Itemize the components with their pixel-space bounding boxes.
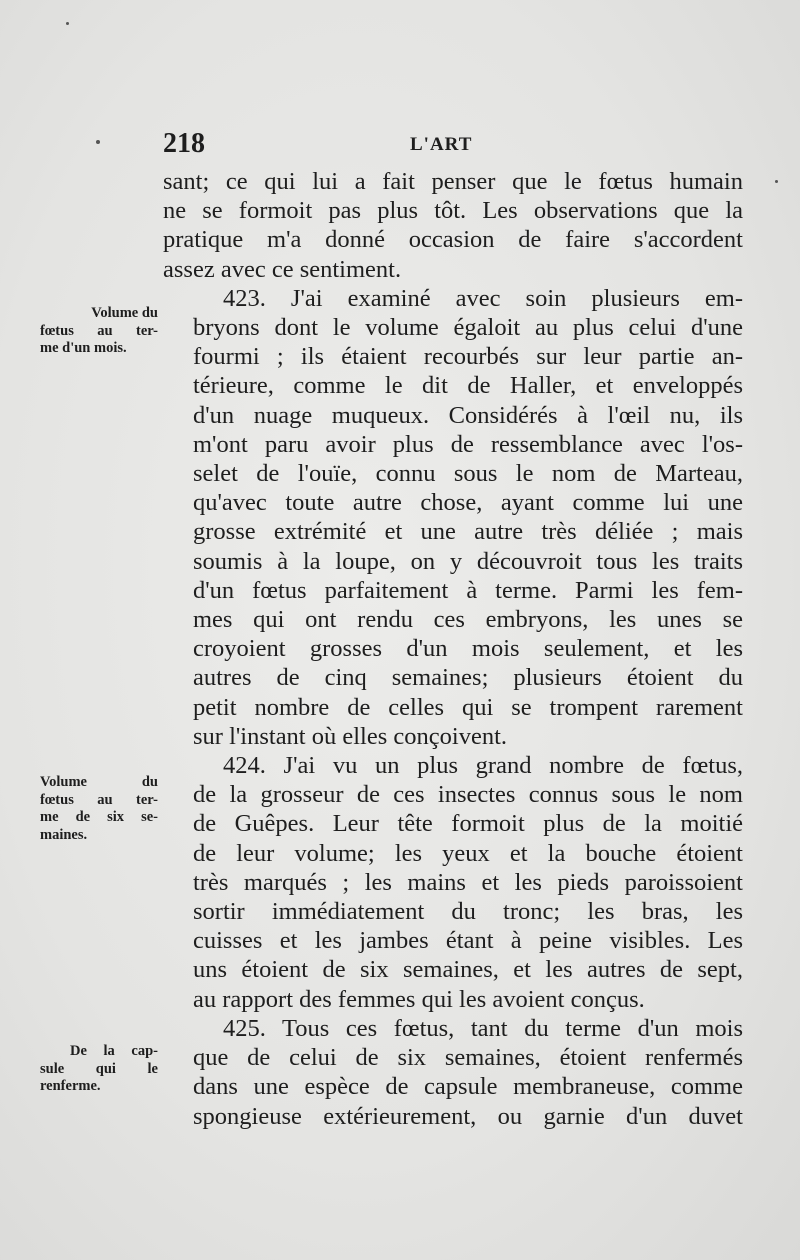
margin-note-fetus-one-month [40,305,158,358]
margin-note-fetus-six-weeks [40,774,158,844]
text-line: dans une espèce de capsule membraneuse, comme [193,1073,743,1101]
margin-note-line: renferme. [40,1078,101,1094]
paragraph-number: 425. [223,1014,266,1042]
text-line: croyoient grosses d'un mois seulement, et les [193,635,743,663]
margin-note-line: maines. [40,826,88,843]
text-line: sant; ce qui lui a fait penser que le fœtus humain [163,168,743,195]
text-line: pratique m'a donné occasion de faire s'accordent [163,226,743,254]
paragraph-423 [163,284,743,751]
margin-note-line: me de six se- [40,809,158,825]
text-line: sortir immédiatement du tronc; les bras, les [193,898,743,926]
text-line: cuisses et les jambes étant à peine visibles. Les [193,927,743,955]
text-line: uns étoient de six semaines, et les autres de sept, [193,956,743,984]
paper-speck [66,22,69,25]
text-line: au rapport des femmes qui les avoient conçus. [193,985,645,1013]
paper-speck [775,180,778,183]
text-line: grosse extrémité et une autre très déliée ; mais [193,518,743,546]
paragraph-continuation [163,167,743,284]
text-line: très marqués ; les mains et les pieds paroissoient [193,868,743,896]
margin-note-line: Volume du [91,305,158,321]
margin-note-capsule [40,1043,158,1096]
text-line: qu'avec toute autre chose, ayant comme lui une [193,489,743,517]
text-line: soumis à la loupe, on y découvroit tous les traits [193,547,743,575]
text-line: d'un nuage muqueux. Considérés à l'œil nu, ils [193,401,743,429]
text-line: ne se formoit pas plus tôt. Les observations que la [163,197,743,225]
text-line: fourmi ; ils étaient recourbés sur leur partie an- [193,343,743,371]
text-line: assez avec ce sentiment. [163,255,402,283]
running-head [163,128,573,168]
text-line-first [163,751,743,780]
margin-note-line: me d'un mois. [40,340,127,356]
text-line: de la grosseur de ces insectes connus sous le nom [193,781,743,809]
text-segment: Tous ces fœtus, tant du terme d'un mois [282,1014,743,1042]
margin-note-line: sule qui le [40,1060,158,1077]
paragraph-424 [163,751,743,1014]
text-line: de Guêpes. Leur tête formoit plus de la moitié [193,810,743,838]
text-line: petit nombre de celles qui se trompent rarement [193,693,743,721]
text-line-first [163,1014,743,1043]
text-line: selet de l'ouïe, connu sous le nom de Marteau, [193,460,743,488]
text-line: térieure, comme le dit de Haller, et enveloppés [193,372,743,400]
text-line: spongieuse extérieurement, ou garnie d'un duvet [193,1102,743,1130]
text-line: que de celui de six semaines, étoient renfermés [193,1044,743,1072]
text-line: m'ont paru avoir plus de ressemblance avec l'os- [193,430,743,458]
running-title: L'ART [410,134,473,155]
margin-note-line: Volume du [40,774,158,790]
text-line: bryons dont le volume égaloit au plus celui d'une [193,314,743,342]
text-line: de leur volume; les yeux et la bouche étoient [193,839,743,867]
body-text [163,167,743,1131]
page-number: 218 [163,128,205,159]
margin-note-line: fœtus au ter- [40,791,158,808]
paragraph-number: 423. [223,284,266,312]
margin-note-line: De la cap- [70,1043,158,1059]
paragraph-number: 424. [223,752,266,780]
paragraph-425 [163,1014,743,1131]
paper-speck [96,140,100,144]
text-line: d'un fœtus parfaitement à terme. Parmi les fem- [193,576,743,604]
margin-note-line: fœtus au ter- [40,322,158,339]
text-line: sur l'instant où elles conçoivent. [193,722,508,750]
text-line-first [163,284,743,313]
text-segment: J'ai vu un plus grand nombre de fœtus, [283,752,743,780]
text-line: mes qui ont rendu ces embryons, les unes se [193,606,743,634]
text-segment: J'ai examiné avec soin plusieurs em- [290,284,744,312]
text-line: autres de cinq semaines; plusieurs étoient du [193,664,743,692]
